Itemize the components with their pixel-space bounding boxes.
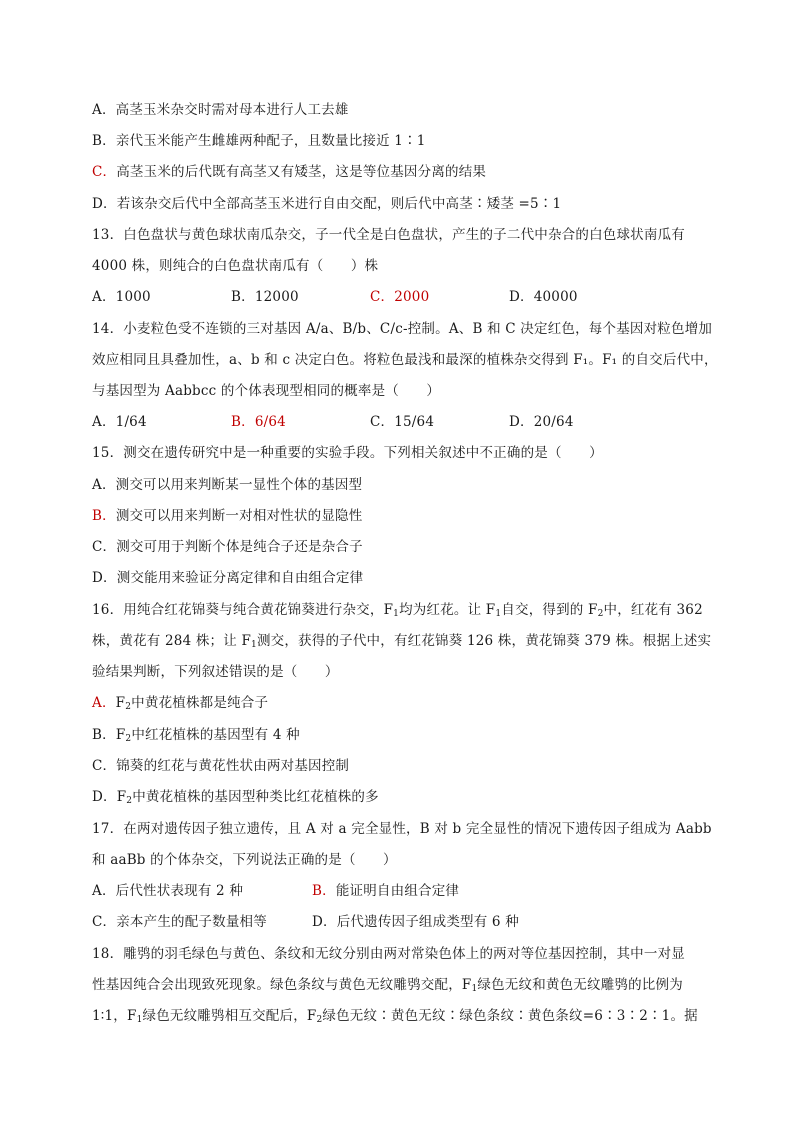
q16-option-b-f: B．F bbox=[92, 727, 126, 743]
q16-option-d bbox=[92, 788, 712, 806]
q13-option-a: A．1000 bbox=[92, 289, 151, 305]
q16-option-a bbox=[92, 694, 712, 712]
q15-stem: 15．测交在遗传研究中是一种重要的实验手段。下列相关叙述中不正确的是（ ） bbox=[92, 445, 603, 461]
q17-option-a: A．后代性状表现有 2 种 bbox=[92, 883, 244, 899]
q17-stem-line1: 17．在两对遗传因子独立遗传，且 A 对 a 完全显性，B 对 b 完全显性的情况下遗传因子组成为 Aabb bbox=[92, 821, 712, 837]
q13-option-d: D．40000 bbox=[509, 289, 578, 305]
q16-option-b bbox=[92, 726, 712, 744]
q13-option-b: B．12000 bbox=[231, 289, 299, 305]
q16-sub-f2: 2 bbox=[125, 702, 132, 712]
q12-option-b: B．亲代玉米能产生雌雄两种配子，且数量比接近 1∶1 bbox=[92, 133, 426, 149]
q15-option-b bbox=[92, 507, 712, 525]
q18-stem2-part-b: 绿色无纹和黄色无纹雕鸮的比例为 bbox=[477, 977, 683, 993]
q16-option-a-text: 中黄花植株都是纯合子 bbox=[131, 695, 269, 711]
q18-stem3-part-a: 1∶1，F bbox=[92, 1008, 137, 1024]
q16-sub-f1: 1 bbox=[251, 640, 257, 650]
q16-option-d-text: 中黄花植株的基因型种类比红花植株的多 bbox=[132, 789, 379, 805]
q18-stem-line1: 18．雕鸮的羽毛绿色与黄色、条纹和无纹分别由两对常染色体上的两对等位基因控制，其中一对显 bbox=[92, 946, 685, 962]
q16-stem-line2 bbox=[92, 632, 712, 650]
q14-option-b: B．6/64 bbox=[231, 414, 286, 430]
q16-stem1-part-c: 自交，得到的 F bbox=[501, 602, 598, 618]
q18-stem2-part-a: 性基因纯合会出现致死现象。绿色条纹与黄色无纹雕鸮交配，F bbox=[92, 977, 472, 993]
q12-option-c bbox=[92, 163, 712, 181]
q15-option-b-text: 测交可以用来判断一对相对性状的显隐性 bbox=[115, 508, 363, 524]
q18-sub-f2: 2 bbox=[316, 1015, 323, 1025]
q13-stem-line2: 4000 株，则纯合的白色盘状南瓜有（ ）株 bbox=[92, 258, 379, 274]
q12-option-a: A．高茎玉米杂交时需对母本进行人工去雄 bbox=[92, 102, 349, 118]
q14-stem-line2: 效应相同且具叠加性，a、b 和 c 决定白色。将粒色最浅和最深的植株杂交得到 F₁。F₁ 的自交后代中， bbox=[92, 352, 718, 368]
q13-stem-line1: 13．白色盘状与黄色球状南瓜杂交，子一代全是白色盘状，产生的子二代中杂合的白色球状南瓜有 bbox=[92, 227, 685, 243]
q16-stem1-part-b: 均为红花。让 F bbox=[399, 602, 496, 618]
q12-option-c-letter: C． bbox=[92, 164, 117, 180]
q15-option-d: D．测交能用来验证分离定律和自由组合定律 bbox=[92, 570, 364, 586]
q16-sub-f1: 1 bbox=[393, 609, 400, 619]
q12-option-d: D．若该杂交后代中全部高茎玉米进行自由交配，则后代中高茎∶矮茎 =5∶1 bbox=[92, 196, 562, 212]
q15-option-a: A．测交可以用来判断某一显性个体的基因型 bbox=[92, 477, 363, 493]
q18-stem3-part-b: 绿色无纹雕鸮相互交配后，F bbox=[142, 1008, 317, 1024]
q17-stem-line2: 和 aaBb 的个体杂交，下列说法正确的是（ ） bbox=[92, 852, 397, 868]
q14-option-d: D．20/64 bbox=[509, 414, 574, 430]
q18-stem3-part-c: 绿色无纹∶黄色无纹∶绿色条纹∶黄色条纹=6∶3∶2∶1。据 bbox=[322, 1008, 698, 1024]
q18-stem-line2 bbox=[92, 976, 712, 994]
q16-option-a-f: F bbox=[115, 695, 126, 711]
q13-option-c: C．2000 bbox=[370, 289, 430, 305]
q17-option-c: C．亲本产生的配子数量相等 bbox=[92, 914, 267, 930]
q16-option-b-text: 中红花植株的基因型有 4 种 bbox=[131, 727, 300, 743]
q16-sub-f2: 2 bbox=[597, 609, 604, 619]
q16-stem-line3: 验结果判断，下列叙述错误的是（ ） bbox=[92, 664, 339, 680]
q14-stem-line1: 14．小麦粒色受不连锁的三对基因 A/a、B/b、C/c-控制。A、B 和 C 决定红色，每个基因对粒色增加 bbox=[92, 321, 713, 337]
q17-option-b-text: 能证明自由组合定律 bbox=[335, 883, 460, 899]
q16-sub-f1: 1 bbox=[495, 609, 502, 619]
q16-option-a-letter: A． bbox=[92, 695, 116, 711]
q14-option-c: C．15/64 bbox=[370, 414, 435, 430]
q16-sub-f2: 2 bbox=[125, 734, 132, 744]
q18-stem-line3 bbox=[92, 1007, 712, 1025]
q16-stem1-part-a: 16．用纯合红花锦葵与纯合黄花锦葵进行杂交，F bbox=[92, 602, 394, 618]
q18-sub-f1: 1 bbox=[136, 1015, 143, 1025]
q16-stem2-part-a: 株，黄花有 284 株；让 F bbox=[92, 633, 252, 649]
q15-option-b-letter: B． bbox=[92, 508, 116, 524]
q15-option-c: C．测交可用于判断个体是纯合子还是杂合子 bbox=[92, 539, 363, 555]
q16-stem-line1 bbox=[92, 601, 712, 619]
q12-option-c-text: 高茎玉米的后代既有高茎又有矮茎，这是等位基因分离的结果 bbox=[116, 164, 487, 180]
q16-option-d-f: D．F bbox=[92, 789, 127, 805]
q14-option-a: A．1/64 bbox=[92, 414, 147, 430]
q16-sub-f2: 2 bbox=[126, 796, 133, 806]
q16-option-c: C．锦葵的红花与黄花性状由两对基因控制 bbox=[92, 758, 350, 774]
q17-option-b bbox=[312, 882, 459, 900]
q17-option-d: D．后代遗传因子组成类型有 6 种 bbox=[312, 914, 519, 930]
q16-stem1-part-d: 中，红花有 362 bbox=[603, 602, 703, 618]
q16-stem2-part-b: 测交，获得的子代中，有红花锦葵 126 株，黄花锦葵 379 株。根据上述实 bbox=[256, 633, 712, 649]
q17-option-b-letter: B． bbox=[312, 883, 336, 899]
q18-sub-f1: 1 bbox=[471, 984, 478, 994]
q14-stem-line3: 与基因型为 Aabbcc 的个体表现型相同的概率是（ ） bbox=[92, 383, 441, 399]
